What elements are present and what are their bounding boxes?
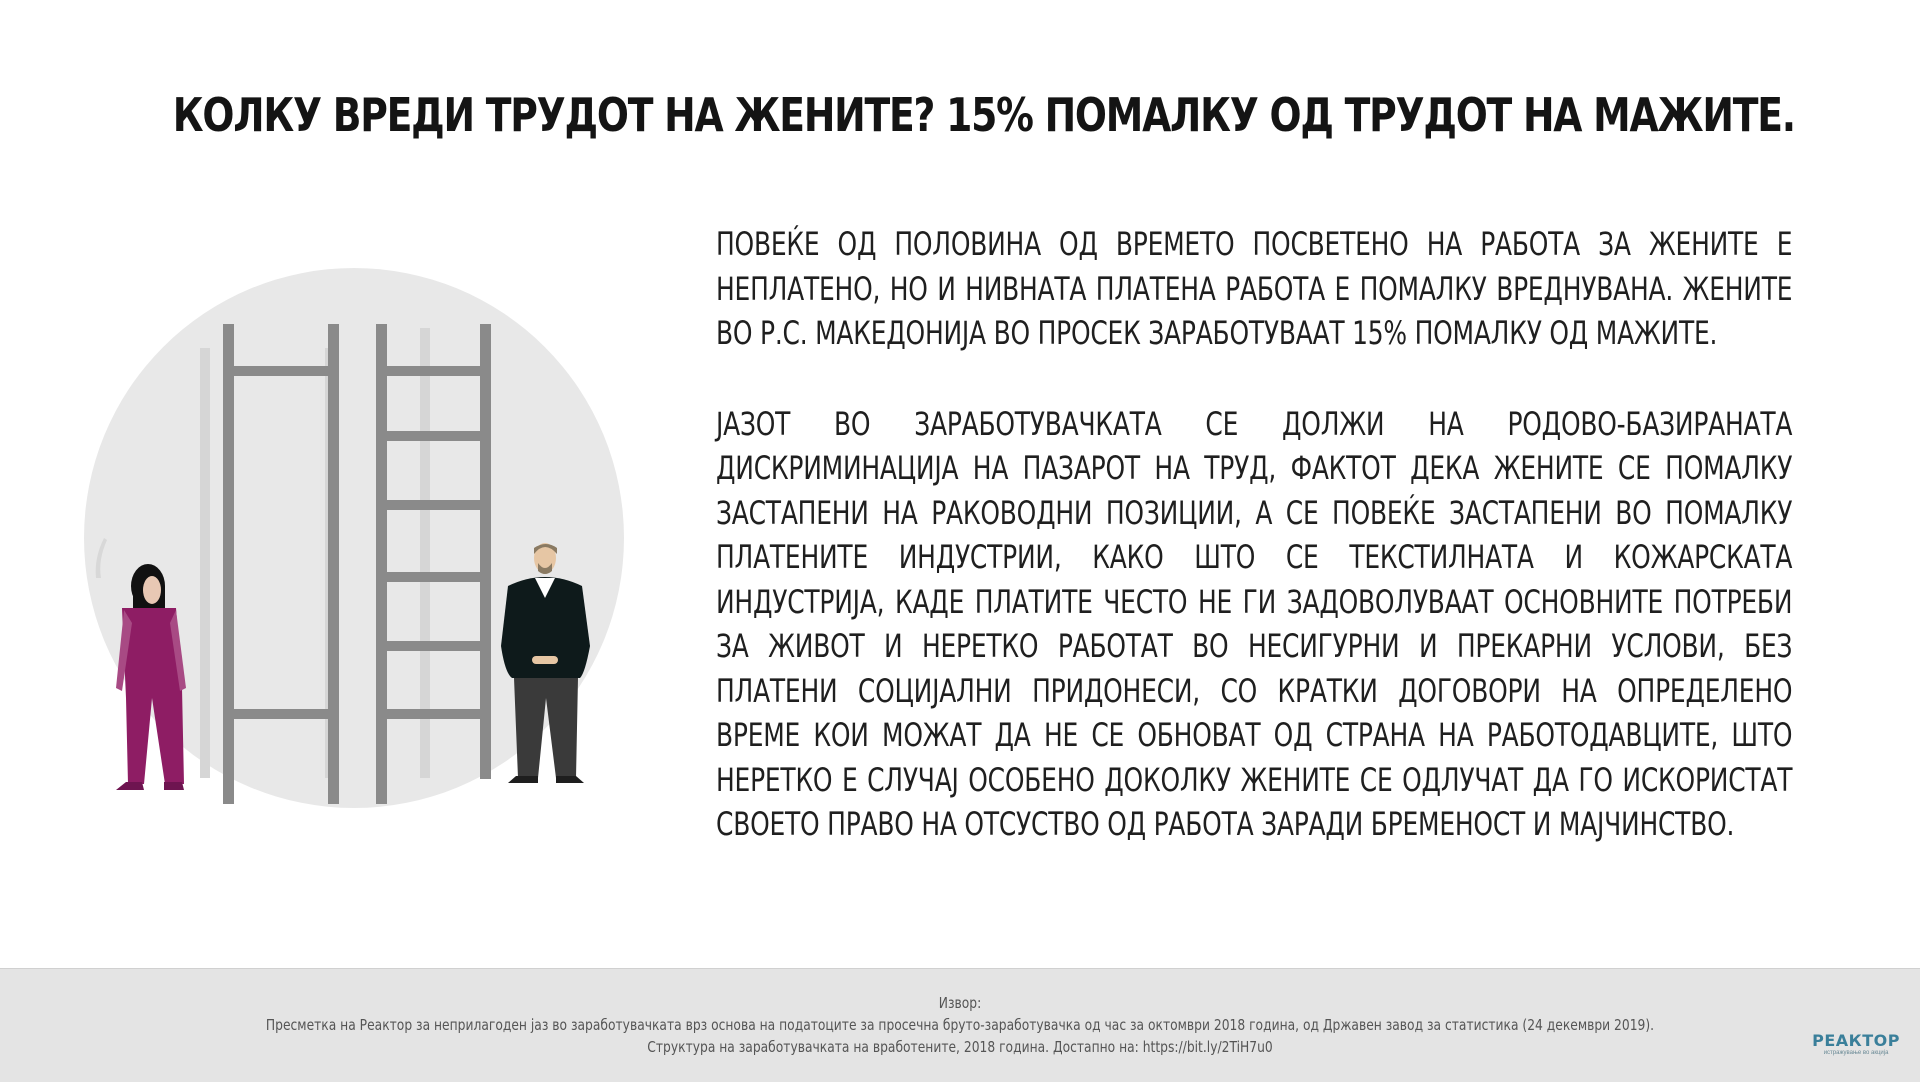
logo-name: РЕАКТОР	[1812, 1031, 1900, 1050]
gender-pay-gap-illustration	[80, 268, 640, 848]
source-block	[0, 992, 1920, 1058]
reaktor-logo	[1812, 1031, 1900, 1056]
source-line-2: Структура на заработувачката на вработените, 2018 година. Достапно на: https://bit.ly/2TiH7u0	[647, 1038, 1273, 1056]
paragraph-intro: ПОВЕЌЕ ОД ПОЛОВИНА ОД ВРЕМЕТО ПОСВЕТЕНО НА РАБОТА ЗА ЖЕНИТЕ Е НЕПЛАТЕНО, НО И НИВНАТА ПЛАТЕНА РАБОТА Е ПОМАЛКУ ВРЕДНУВАНА. ЖЕНИТЕ ВО Р.С. МАКЕДОНИЈА ВО ПРОСЕК ЗАРАБОТУВААТ 15% ПОМАЛКУ ОД МАЖИТЕ.	[716, 225, 1793, 352]
body-text	[716, 222, 1794, 893]
paragraph-gap-explanation: ЈАЗОТ ВО ЗАРАБОТУВАЧКАТА СЕ ДОЛЖИ НА РОДОВО-БАЗИРАНАТА ДИСКРИМИНАЦИЈА НА ПАЗАРОТ НА ТРУД, ФАКТОТ ДЕКА ЖЕНИТЕ СЕ ПОМАЛКУ ЗАСТАПЕНИ НА РАКОВОДНИ ПОЗИЦИИ, А СЕ ПОВЕЌЕ ЗАСТАПЕНИ ВО ПОМАЛКУ ПЛАТЕНИТЕ ИНДУСТРИИ, КАКО ШТО СЕ ТЕКСТИЛНАТА И КОЖАРСКАТА ИНДУСТРИЈА, КАДЕ ПЛАТИТЕ ЧЕСТО НЕ ГИ ЗАДОВОЛУВААТ ОСНОВНИТЕ ПОТРЕБИ ЗА ЖИВОТ И НЕРЕТКО РАБОТАТ ВО НЕСИГУРНИ И ПРЕКАРНИ УСЛОВИ, БЕЗ ПЛАТЕНИ СОЦИЈАЛНИ ПРИДОНЕСИ, СО КРАТКИ ДОГОВОРИ НА ОПРЕДЕЛЕНО ВРЕМЕ КОИ МОЖАТ ДА НЕ СЕ ОБНОВАТ ОД СТРАНА НА РАБОТОДАВЦИТЕ, ШТО НЕРЕТКО Е СЛУЧАЈ ОСОБЕНО ДОКОЛКУ ЖЕНИТЕ СЕ ОДЛУЧАТ ДА ГО ИСКОРИСТАТ СВОЕТО ПРАВО НА ОТСУСТВО ОД РАБОТА ЗАРАДИ БРЕМЕНОСТ И МАЈЧИНСТВО.	[716, 404, 1793, 843]
source-line-1: Пресметка на Реактор за неприлагоден јаз во заработувачката врз основа на податоците за просечна бруто-заработувачка од час за октомври 2018 година, од Државен завод за статистика (24 декември 2019).	[265, 1016, 1655, 1034]
logo-tagline: истражување во акција	[1823, 1050, 1889, 1056]
page-title: КОЛКУ ВРЕДИ ТРУДОТ НА ЖЕНИТЕ? 15% ПОМАЛКУ ОД ТРУДОТ НА МАЖИТЕ.	[172, 88, 1795, 142]
source-footer	[0, 968, 1920, 1082]
source-label: Извор:	[938, 994, 982, 1012]
